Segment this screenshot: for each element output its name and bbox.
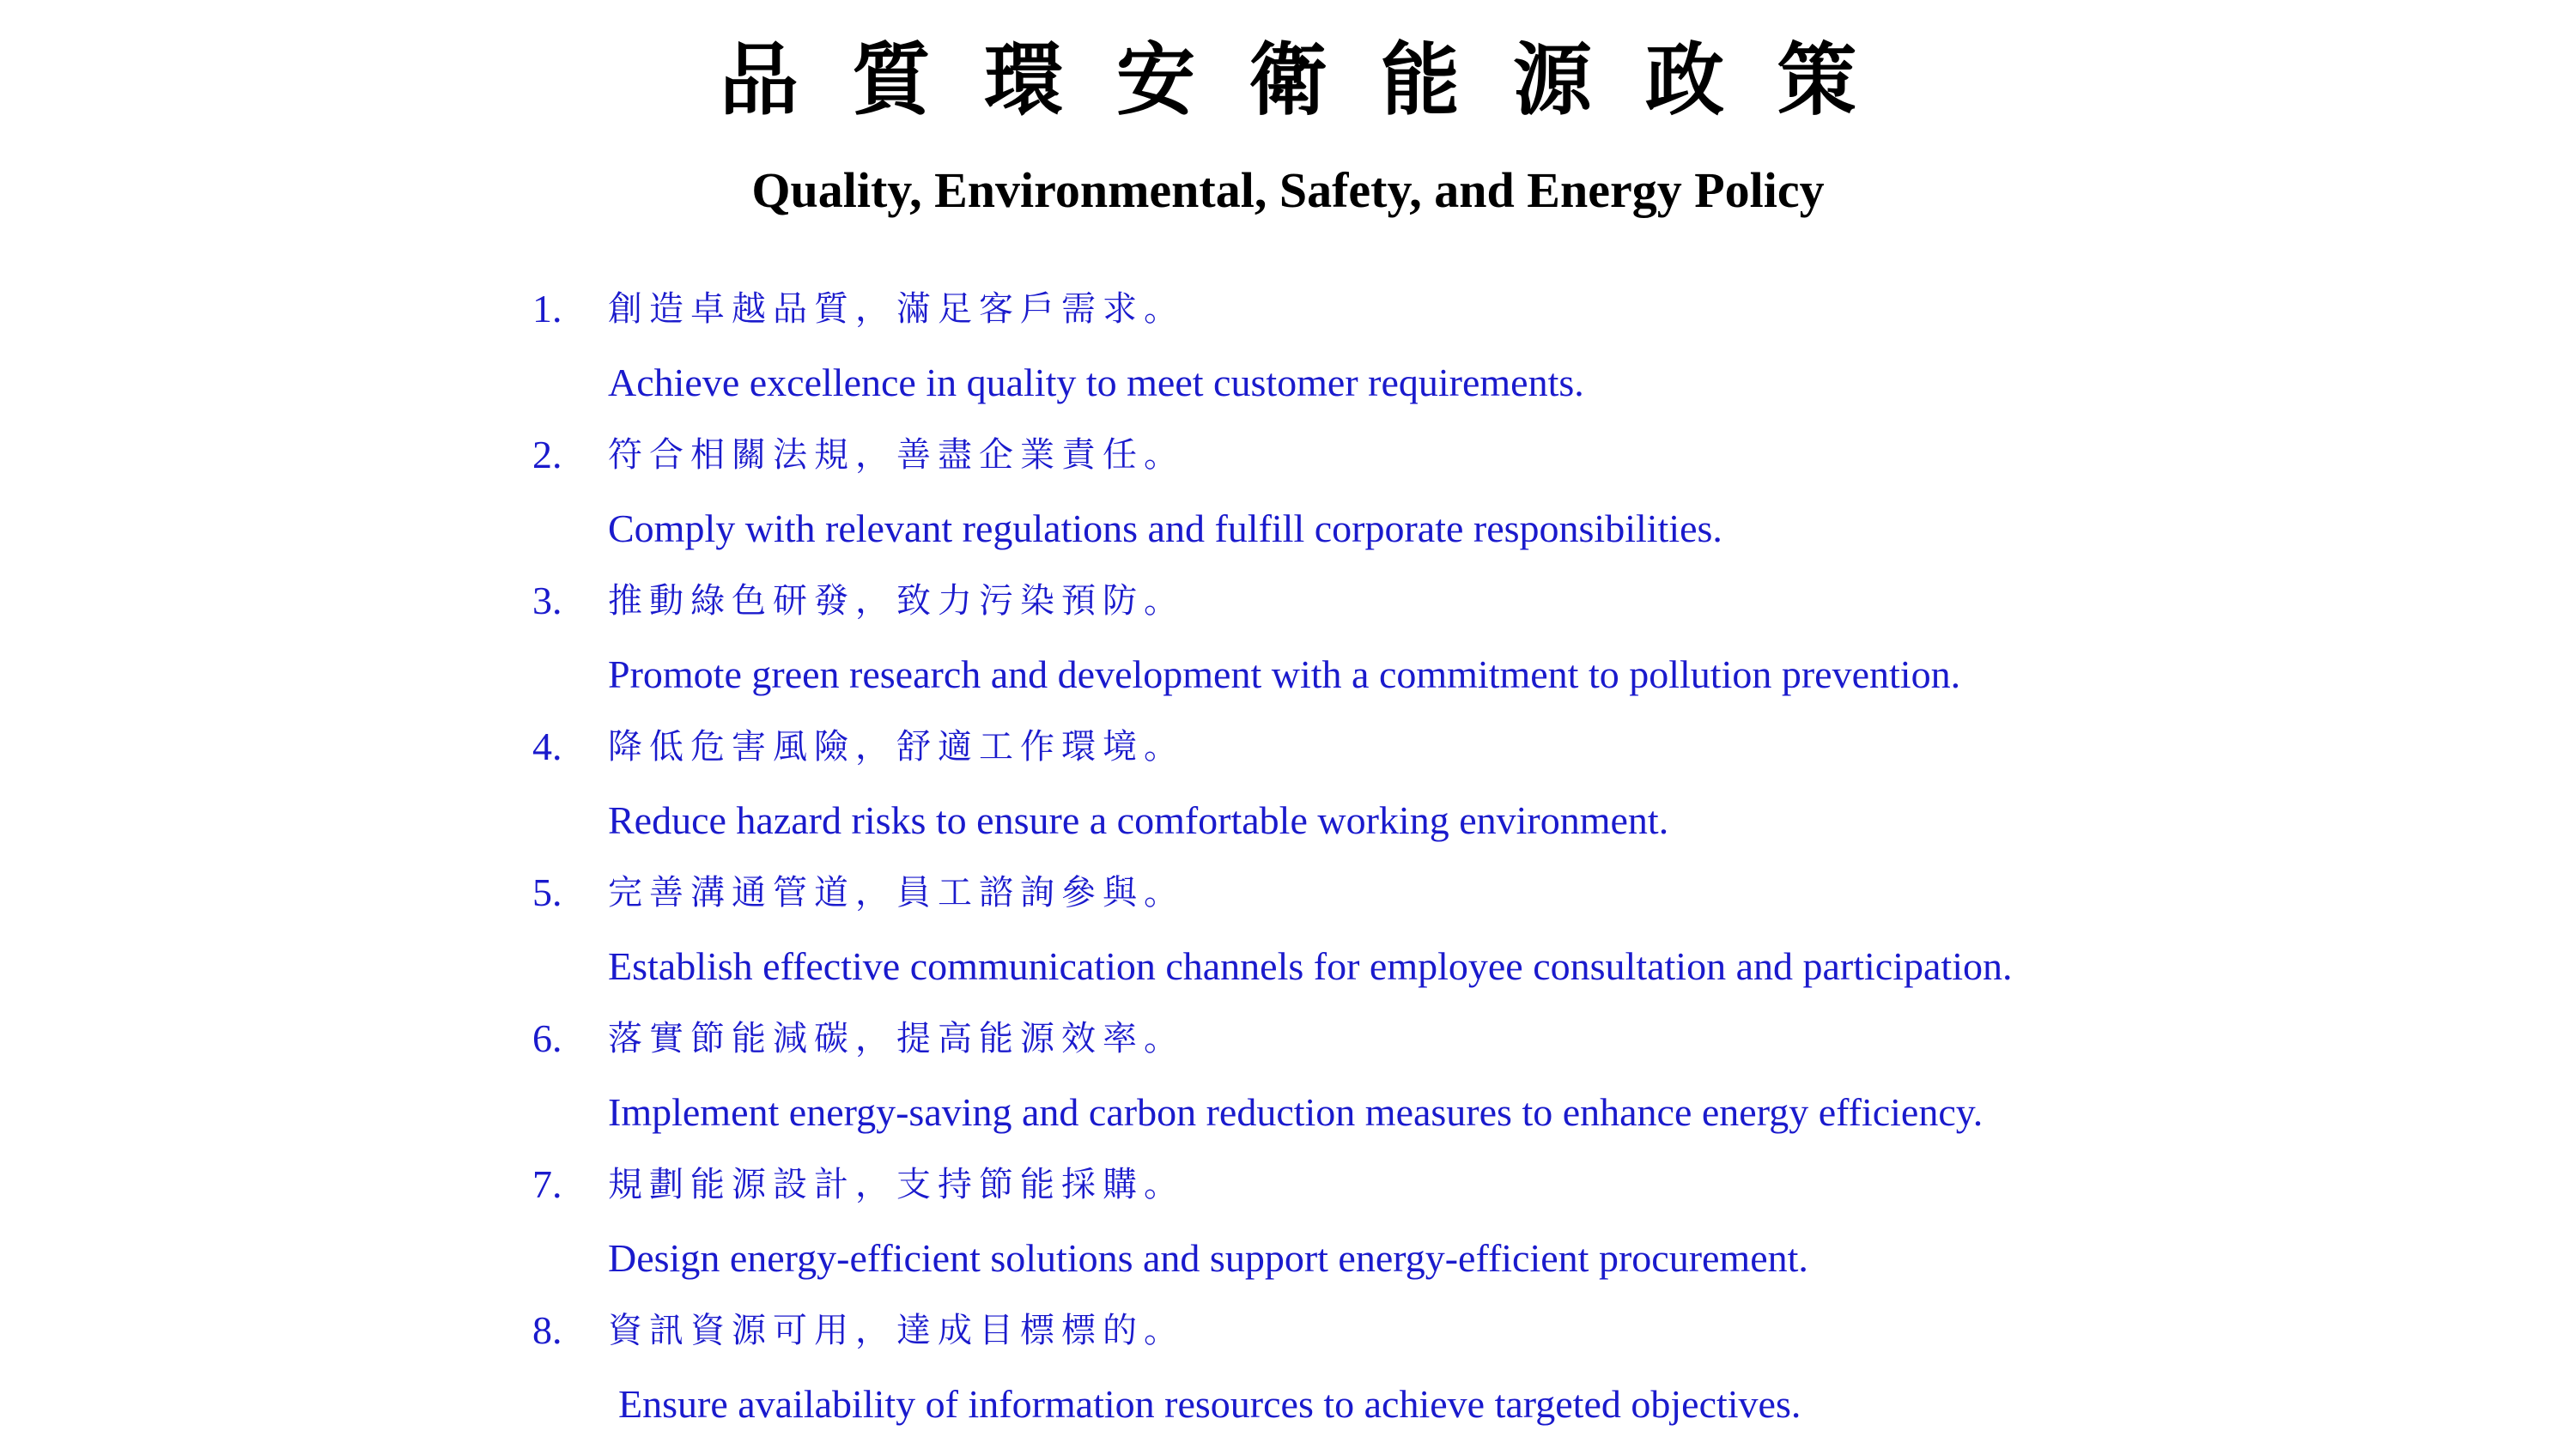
policy-text-chinese: 落實節能減碳，提高能源效率。 xyxy=(608,1019,1185,1058)
policy-item-4 xyxy=(532,712,2250,858)
policy-text-english: Design energy-efficient solutions and support energy-efficient procurement. xyxy=(608,1236,1808,1280)
policy-text-english: Reduce hazard risks to ensure a comfortable working environment. xyxy=(608,798,1669,842)
policy-item-5 xyxy=(532,858,2250,1004)
policy-text-chinese: 推動綠色研發，致力污染預防。 xyxy=(608,581,1185,621)
policy-number: 2. xyxy=(532,433,562,476)
policy-number: 1. xyxy=(532,287,562,330)
policy-text-chinese: 資訊資源可用，達成目標標的。 xyxy=(608,1311,1185,1350)
policy-item-6 xyxy=(532,1004,2250,1150)
page-title-english: Quality, Environmental, Safety, and Energy Policy xyxy=(751,162,1825,218)
policy-text-english: Comply with relevant regulations and fulfill corporate responsibilities. xyxy=(608,506,1722,550)
policy-item-3 xyxy=(532,567,2250,712)
policy-item-7 xyxy=(532,1150,2250,1296)
policy-text-english: Achieve excellence in quality to meet customer requirements. xyxy=(608,361,1584,404)
policy-number: 7. xyxy=(532,1162,562,1206)
policy-text-chinese: 完善溝通管道，員工諮詢參與。 xyxy=(608,873,1185,912)
policy-text-chinese: 規劃能源設計，支持節能採購。 xyxy=(608,1165,1185,1204)
policy-number: 5. xyxy=(532,870,562,914)
policy-list xyxy=(532,275,2250,1442)
policy-text-chinese: 創造卓越品質，滿足客戶需求。 xyxy=(608,289,1185,329)
policy-text-chinese: 符合相關法規，善盡企業責任。 xyxy=(608,435,1185,475)
policy-text-english: Promote green research and development with a commitment to pollution prevention. xyxy=(608,652,1961,696)
page-title-chinese: 品質環安衛能源政策 xyxy=(719,33,1910,126)
policy-number: 8. xyxy=(532,1308,562,1352)
policy-text-english: Ensure availability of information resources to achieve targeted objectives. xyxy=(618,1382,1801,1426)
policy-text-chinese: 降低危害風險，舒適工作環境。 xyxy=(608,727,1185,767)
policy-number: 6. xyxy=(532,1016,562,1060)
policy-text-english: Establish effective communication channels for employee consultation and participation. xyxy=(608,944,2013,988)
policy-item-1 xyxy=(532,275,2250,421)
policy-number: 3. xyxy=(532,579,562,622)
policy-item-2 xyxy=(532,421,2250,567)
policy-item-8 xyxy=(532,1296,2250,1442)
policy-text-english: Implement energy-saving and carbon reduction measures to enhance energy efficiency. xyxy=(608,1090,1984,1134)
policy-number: 4. xyxy=(532,724,562,768)
